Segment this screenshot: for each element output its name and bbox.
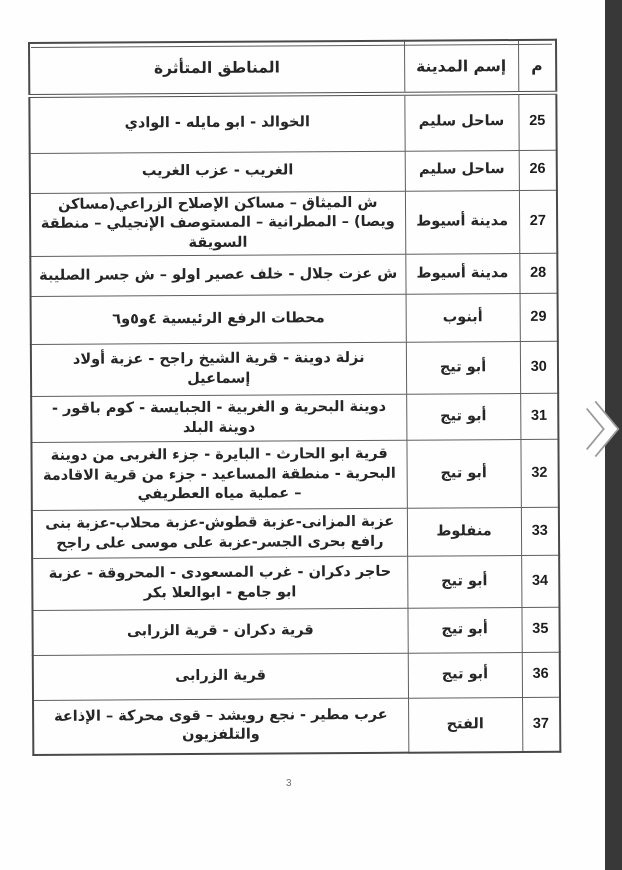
table-row — [30, 150, 557, 193]
row-areas: الخوالد - ابو مايله - الوادي — [29, 94, 404, 153]
chevron-right-icon — [582, 396, 620, 462]
table-header-row — [29, 40, 556, 96]
row-areas: محطات الرفع الرئيسية ٤و٥و٦ — [31, 294, 406, 344]
row-city: أبو تيج — [408, 653, 522, 699]
table-row — [31, 293, 558, 344]
table-row — [31, 393, 558, 442]
row-index: 25 — [518, 93, 556, 150]
row-index: 36 — [522, 652, 560, 697]
row-areas: نزلة دوينة - قرية الشيخ راجح - عزبة أولاد إسماعيل — [31, 342, 406, 396]
affected-areas-table — [28, 39, 559, 756]
header-city: إسم المدينة — [404, 40, 518, 94]
row-areas: ش الميثاق – مساكن الإصلاح الزراعي(مساكن ويصا) – المطرانية – المستوصف الإنجيلي – منطقة السويقة — [30, 191, 405, 257]
header-areas: المناطق المتأثرة — [29, 41, 404, 96]
row-areas: حاجر دكران - غرب المسعودى - المحروقة - عزبة ابو جامع - ابوالعلا بكر — [32, 556, 407, 610]
header-index: م — [518, 40, 556, 93]
table-row — [31, 341, 558, 396]
table-row — [31, 439, 558, 510]
row-city: أبو تيج — [406, 342, 520, 395]
row-areas: قرية الزرابى — [33, 653, 408, 700]
row-index: 31 — [520, 393, 558, 439]
table-row — [33, 697, 560, 754]
row-city: أبو تيج — [407, 556, 521, 609]
table-row — [30, 253, 557, 296]
table-row — [33, 652, 560, 700]
row-index: 28 — [519, 253, 557, 293]
row-areas: قرية دكران - قرية الزرابى — [32, 608, 407, 655]
row-city: منفلوط — [407, 508, 521, 557]
row-index: 29 — [520, 293, 558, 341]
row-index: 30 — [520, 341, 558, 393]
row-areas: ش عزت جلال - خلف عصير اولو – ش جسر الصليبة — [30, 254, 405, 296]
row-areas: قرية ابو الحارث - البايرة - جزء الغربى من دوينة البحرية - منطقة المساعيد - جزء من قرية الاقادمة – عملية مياه العطريفي — [31, 440, 406, 510]
row-city: أبو تيج — [406, 394, 520, 441]
table — [28, 39, 561, 756]
table-row — [29, 93, 556, 153]
row-city: الفتح — [408, 698, 522, 753]
row-index: 32 — [520, 439, 558, 507]
table-row — [32, 555, 559, 610]
row-index: 33 — [521, 507, 559, 555]
row-index: 34 — [521, 555, 559, 607]
row-city: مدينة أسيوط — [405, 254, 519, 295]
row-areas: دوينة البحرية و الغربية - الجبايسة - كوم باقور - دوينة البلد — [31, 394, 406, 442]
row-city: ساحل سليم — [405, 150, 519, 191]
row-city: أبو تيج — [406, 440, 520, 509]
row-areas: عرب مطير - نجع رويشد – قوى محركة – الإذاعة والتلفزيون — [33, 698, 408, 754]
page-number: 3 — [286, 778, 292, 789]
row-city: أبنوب — [406, 294, 520, 343]
table-row — [32, 507, 559, 558]
row-areas: الغريب - عزب الغريب — [30, 151, 405, 193]
next-page-button[interactable] — [582, 396, 620, 462]
table-row — [32, 607, 559, 655]
row-index: 26 — [519, 150, 557, 190]
row-city: أبو تيج — [407, 608, 521, 654]
row-index: 35 — [521, 607, 559, 652]
row-index: 27 — [519, 190, 557, 254]
row-index: 37 — [522, 697, 560, 751]
table-row — [30, 190, 557, 257]
row-city: ساحل سليم — [404, 93, 518, 151]
row-areas: عزبة المزانى-عزبة قطوش-عزبة محلاب-عزبة بنى رافع بحرى الجسر-عزبة على موسى على راجح — [32, 508, 407, 558]
row-city: مدينة أسيوط — [405, 190, 519, 254]
